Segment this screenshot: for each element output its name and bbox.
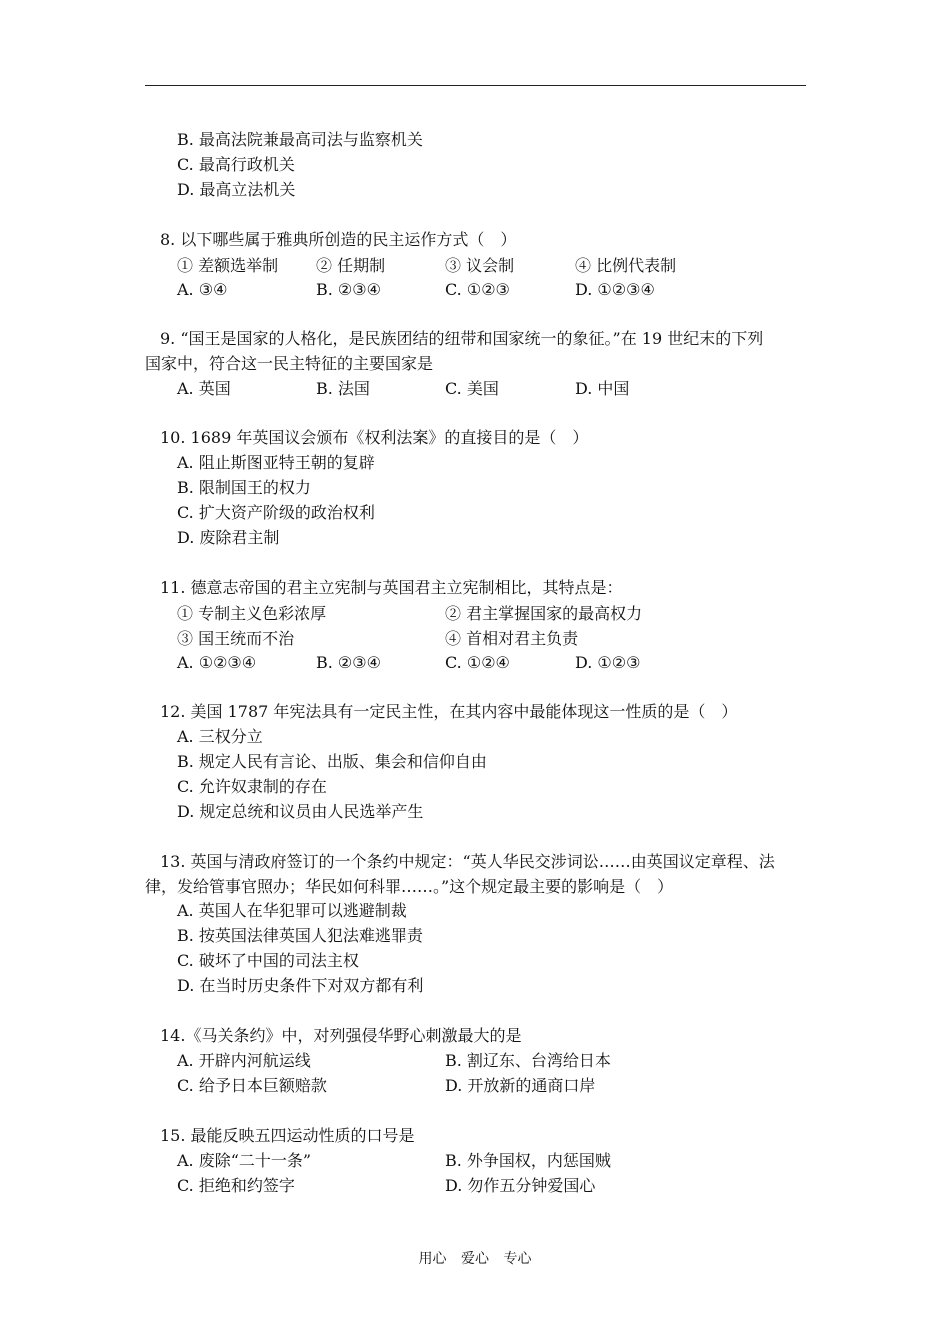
q11-item-2: ② 君主掌握国家的最高权力	[445, 604, 643, 623]
q14-option-d: D. 开放新的通商口岸	[445, 1076, 596, 1095]
q14-option-c: C. 给予日本巨额赔款	[177, 1076, 327, 1095]
q11-item-3: ③ 国王统而不治	[177, 629, 295, 648]
q8-option-d: D. ①②③④	[575, 280, 655, 299]
q9-option-d: D. 中国	[575, 379, 630, 398]
q8-option-c: C. ①②③	[445, 280, 510, 299]
q8-item-2: ② 任期制	[316, 256, 386, 275]
q13-stem-line-2: 律，发给管事官照办；华民如何科罪……。”这个规定最主要的影响是（ ）	[145, 877, 674, 896]
q14-option-b: B. 割辽东、台湾给日本	[445, 1051, 611, 1070]
q8-option-b: B. ②③④	[316, 280, 381, 299]
q7-option-d: D. 最高立法机关	[177, 180, 296, 199]
q13-option-d: D. 在当时历史条件下对双方都有利	[177, 976, 424, 995]
q8-item-4: ④ 比例代表制	[575, 256, 677, 275]
q12-option-c: C. 允许奴隶制的存在	[177, 777, 327, 796]
q12-option-a: A. 三权分立	[177, 727, 263, 746]
q9-option-b: B. 法国	[316, 379, 370, 398]
q15-option-a: A. 废除“二十一条”	[177, 1151, 312, 1170]
q8-item-3: ③ 议会制	[445, 256, 515, 275]
q9-option-a: A. 英国	[177, 379, 231, 398]
q11-option-b: B. ②③④	[316, 653, 381, 672]
q11-option-c: C. ①②④	[445, 653, 510, 672]
q12-stem: 12. 美国 1787 年宪法具有一定民主性，在其内容中最能体现这一性质的是（ ）	[160, 702, 738, 721]
q13-option-c: C. 破坏了中国的司法主权	[177, 951, 359, 970]
page-footer: 用心 爱心 专心	[418, 1251, 532, 1267]
q12-option-d: D. 规定总统和议员由人民选举产生	[177, 802, 424, 821]
q8-option-a: A. ③④	[177, 280, 228, 299]
q13-stem-line-1: 13. 英国与清政府签订的一个条约中规定：“英人华民交涉词讼……由英国议定章程、法	[160, 852, 775, 871]
q14-stem: 14.《马关条约》中，对列强侵华野心刺激最大的是	[160, 1026, 522, 1045]
q9-option-c: C. 美国	[445, 379, 499, 398]
q11-option-a: A. ①②③④	[177, 653, 257, 672]
q9-stem-line-2: 国家中，符合这一民主特征的主要国家是	[145, 354, 434, 373]
q11-item-4: ④ 首相对君主负责	[445, 629, 579, 648]
q13-option-b: B. 按英国法律英国人犯法难逃罪责	[177, 926, 423, 945]
q10-option-b: B. 限制国王的权力	[177, 478, 311, 497]
q11-item-1: ① 专制主义色彩浓厚	[177, 604, 327, 623]
q10-option-a: A. 阻止斯图亚特王朝的复辟	[177, 453, 375, 472]
q9-stem-line-1: 9. “国王是国家的人格化，是民族团结的纽带和国家统一的象征。”在 19 世纪末的下列	[160, 329, 764, 348]
q10-option-c: C. 扩大资产阶级的政治权利	[177, 503, 375, 522]
q10-option-d: D. 废除君主制	[177, 528, 280, 547]
q13-option-a: A. 英国人在华犯罪可以逃避制裁	[177, 901, 407, 920]
q11-option-d: D. ①②③	[575, 653, 641, 672]
q11-stem: 11. 德意志帝国的君主立宪制与英国君主立宪制相比，其特点是：	[160, 578, 623, 597]
q15-option-b: B. 外争国权，内惩国贼	[445, 1151, 611, 1170]
q10-stem: 10. 1689 年英国议会颁布《权利法案》的直接目的是（ ）	[160, 428, 589, 447]
q7-option-c: C. 最高行政机关	[177, 155, 295, 174]
q8-stem: 8. 以下哪些属于雅典所创造的民主运作方式（ ）	[160, 230, 517, 249]
q15-stem: 15. 最能反映五四运动性质的口号是	[160, 1126, 415, 1145]
q7-option-b: B. 最高法院兼最高司法与监察机关	[177, 130, 423, 149]
q15-option-c: C. 拒绝和约签字	[177, 1176, 295, 1195]
q15-option-d: D. 勿作五分钟爱国心	[445, 1176, 596, 1195]
q14-option-a: A. 开辟内河航运线	[177, 1051, 311, 1070]
q8-item-1: ① 差额选举制	[177, 256, 279, 275]
q12-option-b: B. 规定人民有言论、出版、集会和信仰自由	[177, 752, 487, 771]
header-rule	[145, 85, 806, 86]
